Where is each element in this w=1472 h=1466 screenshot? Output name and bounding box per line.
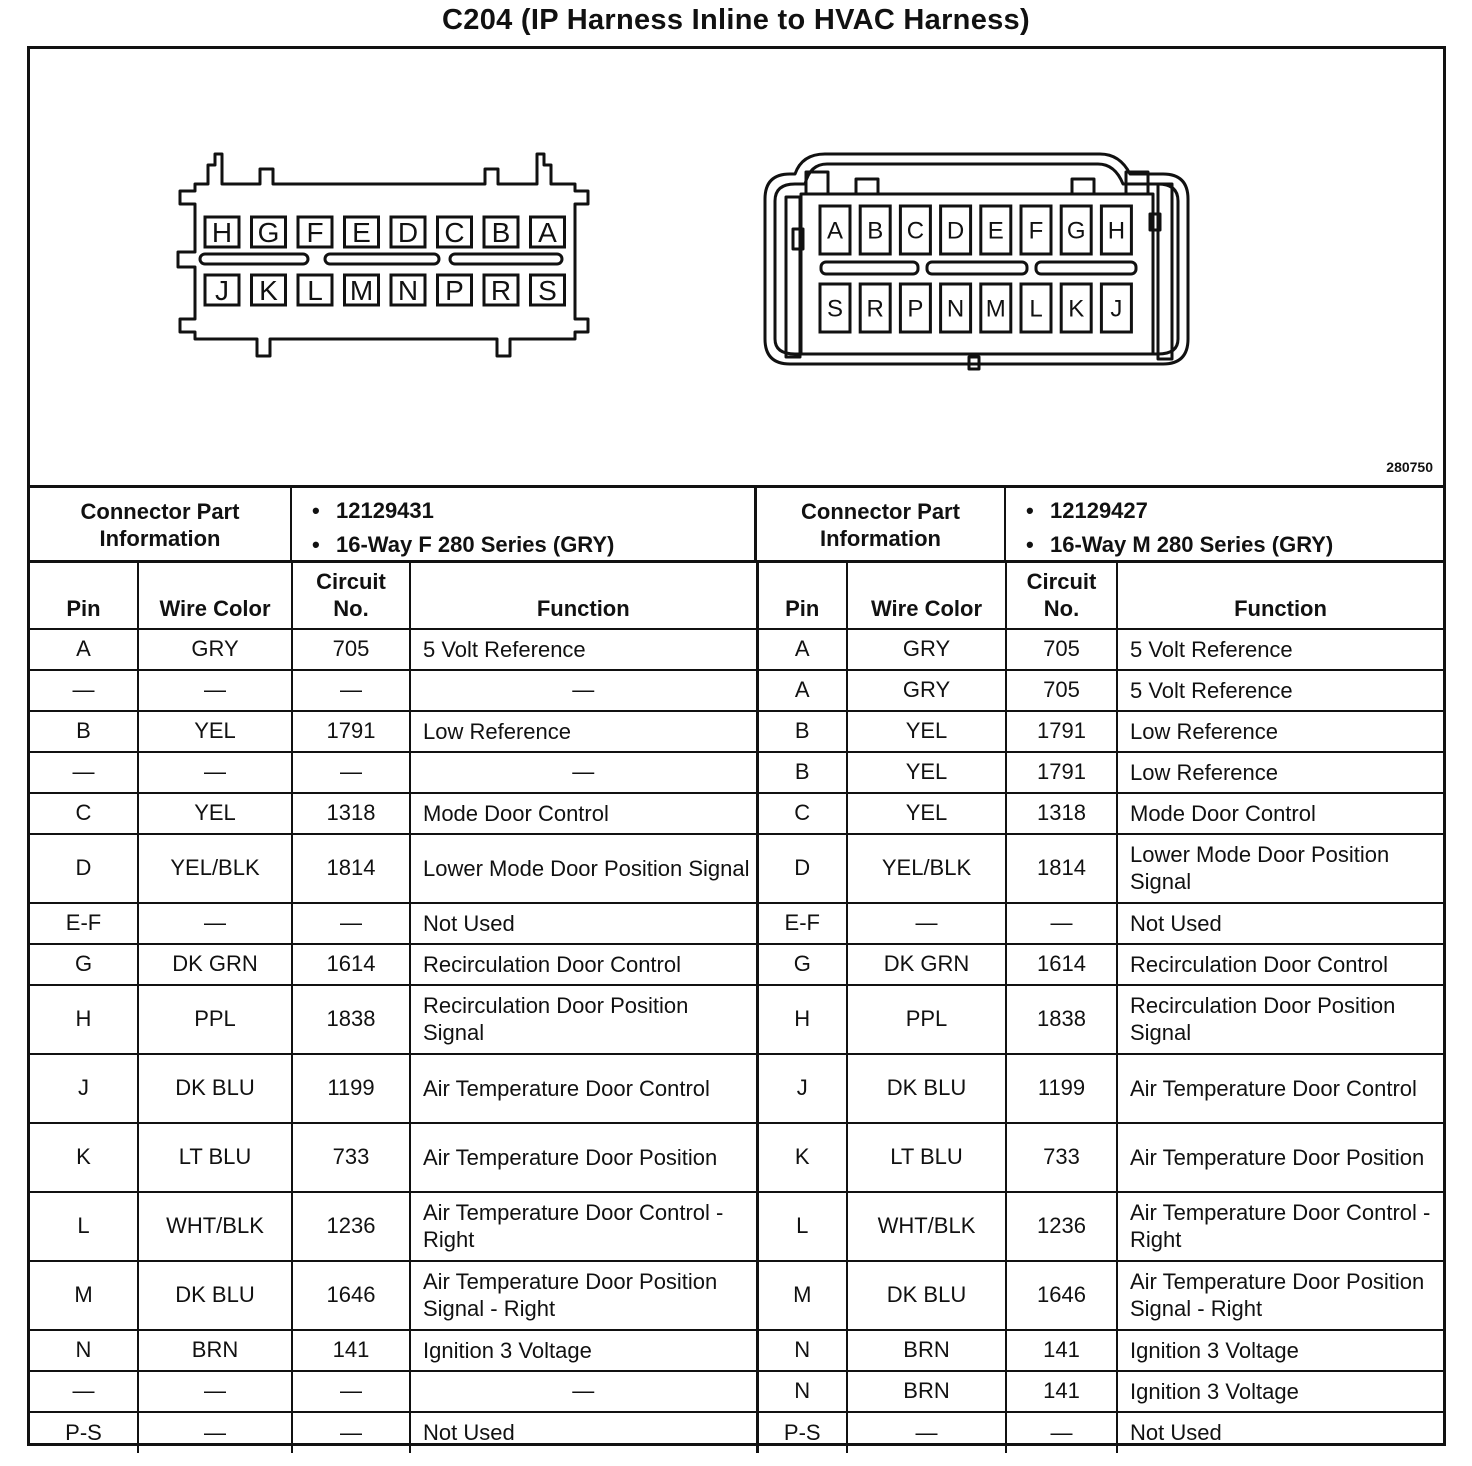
male-pin-label: H (1107, 217, 1126, 245)
left-function-cell: Low Reference (410, 711, 757, 752)
table-row (30, 670, 1443, 711)
table-row (30, 1123, 1443, 1192)
left-circuit-no-cell: 1614 (292, 944, 410, 985)
left-wire-color-cell: YEL (138, 711, 292, 752)
right-wire-color-cell: LT BLU (847, 1123, 1006, 1192)
pinout-table (30, 560, 1443, 1453)
male-pin-label: J (1110, 295, 1123, 323)
left-function-cell: — (410, 1371, 757, 1412)
left-pin-cell: C (30, 793, 138, 834)
left-pin-cell: D (30, 834, 138, 903)
left-info-label-cell (30, 488, 292, 563)
left-pin-cell: G (30, 944, 138, 985)
right-wire-color-cell: DK BLU (847, 1261, 1006, 1330)
left-circuit-no-cell: 1199 (292, 1054, 410, 1123)
header-wire-color-left: Wire Color (138, 562, 292, 629)
right-function-cell: Not Used (1117, 1412, 1443, 1453)
right-function-cell: Mode Door Control (1117, 793, 1443, 834)
table-row (30, 711, 1443, 752)
right-function-cell: Air Temperature Door Control (1117, 1054, 1443, 1123)
right-wire-color-cell: YEL/BLK (847, 834, 1006, 903)
header-circuit-right: Circuit No. (1006, 562, 1117, 629)
table-row (30, 1330, 1443, 1371)
right-wire-color-cell: DK GRN (847, 944, 1006, 985)
male-pin-label: M (985, 295, 1006, 323)
table-row (30, 629, 1443, 670)
left-circuit-no-cell: — (292, 670, 410, 711)
left-circuit-no-cell: — (292, 752, 410, 793)
right-pin-cell: H (757, 985, 847, 1054)
female-pin-label: H (211, 217, 233, 249)
right-function-cell: Air Temperature Door Position (1117, 1123, 1443, 1192)
male-top-pin-row (820, 206, 1131, 254)
right-circuit-no-cell: — (1006, 1412, 1117, 1453)
left-circuit-no-cell: 1838 (292, 985, 410, 1054)
right-wire-color-cell: GRY (847, 670, 1006, 711)
right-circuit-no-cell: 1791 (1006, 711, 1117, 752)
left-pin-cell: A (30, 629, 138, 670)
left-function-cell: Mode Door Control (410, 793, 757, 834)
right-function-cell: Ignition 3 Voltage (1117, 1330, 1443, 1371)
left-pin-cell: M (30, 1261, 138, 1330)
left-wire-color-cell: BRN (138, 1330, 292, 1371)
female-pin-label: E (352, 217, 371, 249)
female-pin-label: D (397, 217, 419, 249)
male-bottom-pin-row (820, 284, 1131, 332)
male-pin-label: R (866, 295, 884, 323)
right-wire-color-cell: BRN (847, 1371, 1006, 1412)
table-row (30, 1371, 1443, 1412)
pinout-table-body (30, 629, 1443, 1453)
left-function-cell: 5 Volt Reference (410, 629, 757, 670)
right-circuit-no-cell: 1646 (1006, 1261, 1117, 1330)
left-circuit-no-cell: 1791 (292, 711, 410, 752)
left-function-cell: Not Used (410, 903, 757, 944)
female-pin-label: P (445, 275, 464, 307)
table-row (30, 1192, 1443, 1261)
table-row (30, 752, 1443, 793)
right-function-cell: Air Temperature Door Control - Right (1117, 1192, 1443, 1261)
right-circuit-no-cell: 705 (1006, 629, 1117, 670)
left-wire-color-cell: GRY (138, 629, 292, 670)
left-pin-cell: P-S (30, 1412, 138, 1453)
left-function-cell: Air Temperature Door Control - Right (410, 1192, 757, 1261)
female-pin-label: C (444, 217, 465, 249)
left-pin-cell: — (30, 670, 138, 711)
left-circuit-no-cell: — (292, 903, 410, 944)
male-pin-label: E (987, 217, 1004, 245)
left-function-cell: Not Used (410, 1412, 757, 1453)
male-pin-label: N (946, 295, 965, 323)
left-wire-color-cell: — (138, 903, 292, 944)
left-wire-color-cell: DK BLU (138, 1261, 292, 1330)
left-function-cell: Recirculation Door Position Signal (410, 985, 757, 1054)
right-wire-color-cell: GRY (847, 629, 1006, 670)
header-function-left: Function (410, 562, 757, 629)
female-pin-label: N (397, 275, 419, 307)
header-pin-right: Pin (757, 562, 847, 629)
left-pin-cell: — (30, 1371, 138, 1412)
right-pin-cell: M (757, 1261, 847, 1330)
male-pin-label: D (946, 217, 965, 245)
right-wire-color-cell: PPL (847, 985, 1006, 1054)
right-wire-color-cell: DK BLU (847, 1054, 1006, 1123)
right-function-cell: Low Reference (1117, 752, 1443, 793)
left-function-cell: — (410, 670, 757, 711)
table-row (30, 985, 1443, 1054)
header-pin-left: Pin (30, 562, 138, 629)
table-row (30, 1054, 1443, 1123)
right-pin-cell: A (757, 629, 847, 670)
right-circuit-no-cell: 1199 (1006, 1054, 1117, 1123)
right-wire-color-cell: — (847, 1412, 1006, 1453)
header-circuit-left: Circuit No. (292, 562, 410, 629)
left-info-label: Connector Part Information (80, 499, 240, 551)
left-pin-cell: E-F (30, 903, 138, 944)
right-wire-color-cell: WHT/BLK (847, 1192, 1006, 1261)
left-pin-cell: B (30, 711, 138, 752)
left-connector-description: • 16-Way F 280 Series (GRY) (336, 528, 754, 562)
left-pin-cell: H (30, 985, 138, 1054)
right-pin-cell: P-S (757, 1412, 847, 1453)
left-function-cell: Air Temperature Door Position (410, 1123, 757, 1192)
left-wire-color-cell: YEL/BLK (138, 834, 292, 903)
left-circuit-no-cell: 705 (292, 629, 410, 670)
right-function-cell: Not Used (1117, 903, 1443, 944)
right-circuit-no-cell: 1791 (1006, 752, 1117, 793)
female-pin-label: S (538, 275, 557, 307)
figure-number: 280750 (1386, 459, 1433, 475)
left-info-details (292, 488, 757, 563)
right-function-cell: Ignition 3 Voltage (1117, 1371, 1443, 1412)
connector-part-info-row (30, 485, 1443, 563)
left-pin-cell: J (30, 1054, 138, 1123)
female-pin-label: M (349, 275, 374, 307)
left-circuit-no-cell: 1236 (292, 1192, 410, 1261)
table-row (30, 834, 1443, 903)
table-header-row (30, 562, 1443, 629)
right-circuit-no-cell: 705 (1006, 670, 1117, 711)
right-function-cell: Low Reference (1117, 711, 1443, 752)
left-wire-color-cell: — (138, 1371, 292, 1412)
right-connector-description: • 16-Way M 280 Series (GRY) (1050, 528, 1443, 562)
female-pin-label: J (215, 275, 229, 307)
right-circuit-no-cell: 1838 (1006, 985, 1117, 1054)
right-pin-cell: J (757, 1054, 847, 1123)
right-wire-color-cell: YEL (847, 793, 1006, 834)
male-connector-diagram (765, 154, 1188, 369)
right-pin-cell: C (757, 793, 847, 834)
right-wire-color-cell: YEL (847, 711, 1006, 752)
right-pin-cell: A (757, 670, 847, 711)
right-pin-cell: N (757, 1330, 847, 1371)
header-function-right: Function (1117, 562, 1443, 629)
left-wire-color-cell: WHT/BLK (138, 1192, 292, 1261)
left-circuit-no-cell: 1318 (292, 793, 410, 834)
male-pin-label: S (826, 295, 844, 323)
table-row (30, 793, 1443, 834)
right-circuit-no-cell: 1614 (1006, 944, 1117, 985)
left-wire-color-cell: DK BLU (138, 1054, 292, 1123)
right-circuit-no-cell: 141 (1006, 1371, 1117, 1412)
connector-sheet (27, 46, 1446, 1446)
female-pin-label: K (259, 275, 278, 307)
left-function-cell: Lower Mode Door Position Signal (410, 834, 757, 903)
female-pin-label: G (257, 217, 280, 249)
male-pin-label: P (907, 295, 924, 323)
left-pin-cell: N (30, 1330, 138, 1371)
male-pin-label: B (867, 217, 884, 245)
right-circuit-no-cell: 1236 (1006, 1192, 1117, 1261)
left-circuit-no-cell: 733 (292, 1123, 410, 1192)
right-wire-color-cell: YEL (847, 752, 1006, 793)
female-connector-diagram (178, 154, 588, 356)
female-pin-label: B (491, 217, 511, 249)
connector-illustrations (30, 49, 1443, 484)
right-function-cell: Air Temperature Door Position Signal - Right (1117, 1261, 1443, 1330)
page-title: C204 (IP Harness Inline to HVAC Harness) (442, 4, 1030, 36)
right-circuit-no-cell: 1814 (1006, 834, 1117, 903)
male-pin-label: C (906, 217, 925, 245)
header-wire-color-right: Wire Color (847, 562, 1006, 629)
right-function-cell: 5 Volt Reference (1117, 629, 1443, 670)
table-row (30, 903, 1443, 944)
male-pin-label: K (1068, 295, 1085, 323)
left-pin-cell: K (30, 1123, 138, 1192)
male-pin-label: F (1028, 217, 1044, 245)
right-part-number: • 12129427 (1050, 494, 1443, 528)
female-pin-label: F (306, 217, 324, 249)
left-function-cell: — (410, 752, 757, 793)
table-row (30, 944, 1443, 985)
female-top-pin-row (205, 217, 565, 248)
right-wire-color-cell: — (847, 903, 1006, 944)
left-function-cell: Recirculation Door Control (410, 944, 757, 985)
connector-drawings (30, 49, 1443, 484)
left-function-cell: Air Temperature Door Control (410, 1054, 757, 1123)
left-function-cell: Ignition 3 Voltage (410, 1330, 757, 1371)
left-pin-cell: — (30, 752, 138, 793)
female-bottom-pin-row (205, 275, 565, 306)
left-wire-color-cell: LT BLU (138, 1123, 292, 1192)
right-pin-cell: B (757, 711, 847, 752)
right-circuit-no-cell: — (1006, 903, 1117, 944)
right-pin-cell: L (757, 1192, 847, 1261)
table-row (30, 1261, 1443, 1330)
male-pin-label: A (826, 217, 844, 245)
left-part-number: • 12129431 (336, 494, 754, 528)
left-circuit-no-cell: 141 (292, 1330, 410, 1371)
right-pin-cell: E-F (757, 903, 847, 944)
left-circuit-no-cell: 1814 (292, 834, 410, 903)
female-pin-label: A (538, 217, 557, 249)
left-wire-color-cell: — (138, 1412, 292, 1453)
right-function-cell: Recirculation Door Control (1117, 944, 1443, 985)
left-wire-color-cell: DK GRN (138, 944, 292, 985)
left-function-cell: Air Temperature Door Position Signal - Right (410, 1261, 757, 1330)
right-pin-cell: K (757, 1123, 847, 1192)
male-pin-label: L (1029, 295, 1043, 323)
right-function-cell: Recirculation Door Position Signal (1117, 985, 1443, 1054)
right-circuit-no-cell: 1318 (1006, 793, 1117, 834)
right-function-cell: 5 Volt Reference (1117, 670, 1443, 711)
left-wire-color-cell: YEL (138, 793, 292, 834)
left-wire-color-cell: PPL (138, 985, 292, 1054)
left-circuit-no-cell: — (292, 1371, 410, 1412)
right-info-details (1006, 488, 1443, 563)
right-circuit-no-cell: 733 (1006, 1123, 1117, 1192)
male-pin-label: G (1066, 217, 1086, 245)
right-info-label-cell (757, 488, 1006, 563)
female-pin-label: R (490, 275, 512, 307)
right-wire-color-cell: BRN (847, 1330, 1006, 1371)
right-pin-cell: D (757, 834, 847, 903)
right-info-label: Connector Part Information (801, 499, 960, 551)
right-circuit-no-cell: 141 (1006, 1330, 1117, 1371)
right-pin-cell: N (757, 1371, 847, 1412)
right-function-cell: Lower Mode Door Position Signal (1117, 834, 1443, 903)
left-wire-color-cell: — (138, 752, 292, 793)
left-pin-cell: L (30, 1192, 138, 1261)
right-pin-cell: G (757, 944, 847, 985)
right-pin-cell: B (757, 752, 847, 793)
table-row (30, 1412, 1443, 1453)
left-circuit-no-cell: — (292, 1412, 410, 1453)
left-circuit-no-cell: 1646 (292, 1261, 410, 1330)
female-pin-label: L (307, 275, 323, 307)
left-wire-color-cell: — (138, 670, 292, 711)
